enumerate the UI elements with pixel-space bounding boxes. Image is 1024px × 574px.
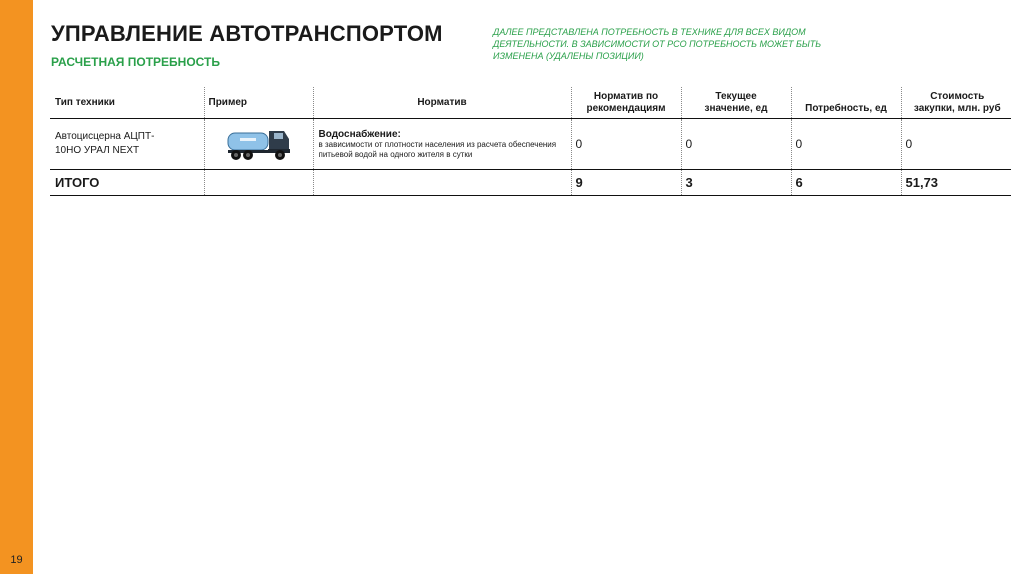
cell-need: 0 [791, 119, 901, 170]
cell-total-cost: 51,73 [901, 170, 1011, 196]
cell-total-norm [313, 170, 571, 196]
page-number: 19 [10, 554, 23, 566]
cell-total-need: 6 [791, 170, 901, 196]
cell-current-value: 0 [681, 119, 791, 170]
cell-example [204, 119, 313, 170]
header-norm-recommendations: Норматив по рекомендациям [571, 87, 681, 119]
cell-total-example [204, 170, 313, 196]
cell-type: Автоцисцерна АЦПТ- 10НО УРАЛ NEXT [50, 119, 204, 170]
cell-total-current-value: 3 [681, 170, 791, 196]
table-header-row [50, 87, 1011, 119]
vehicle-needs-table [50, 87, 1011, 196]
orange-sidebar [0, 0, 33, 574]
info-note: ДАЛЕЕ ПРЕДСТАВЛЕНА ПОТРЕБНОСТЬ В ТЕХНИКЕ ДЛЯ ВСЕХ ВИДОМ ДЕЯТЕЛЬНОСТИ. В ЗАВИСИМОСТИ ОТ РСО ПОТРЕБНОСТЬ МОЖЕТ БЫТЬ ИЗМЕНЕНА (УДАЛЕНЫ ПОЗИЦИИ) [493, 27, 822, 61]
cell-total-norm-recommendations: 9 [571, 170, 681, 196]
cell-total-label: ИТОГО [50, 170, 204, 196]
page-subtitle: РАСЧЕТНАЯ ПОТРЕБНОСТЬ [51, 55, 220, 69]
header-need: Потребность, ед [791, 87, 901, 119]
header-cost: Стоимость закупки, млн. руб [901, 87, 1011, 119]
header-current-value: Текущее значение, ед [681, 87, 791, 119]
cell-norm-recommendations: 0 [571, 119, 681, 170]
header-type: Тип техники [50, 87, 204, 119]
tanker-truck-icon [226, 125, 292, 163]
header-norm: Норматив [313, 87, 571, 119]
table-row [50, 119, 1011, 170]
cell-cost: 0 [901, 119, 1011, 170]
header-example: Пример [204, 87, 313, 119]
page-title: УПРАВЛЕНИЕ АВТОТРАНСПОРТОМ [51, 21, 443, 46]
cell-norm: Водоснабжение: в зависимости от плотности населения из расчета обеспечения питьевой водой на одного жителя в сутки [313, 119, 571, 170]
table-total-row [50, 170, 1011, 196]
